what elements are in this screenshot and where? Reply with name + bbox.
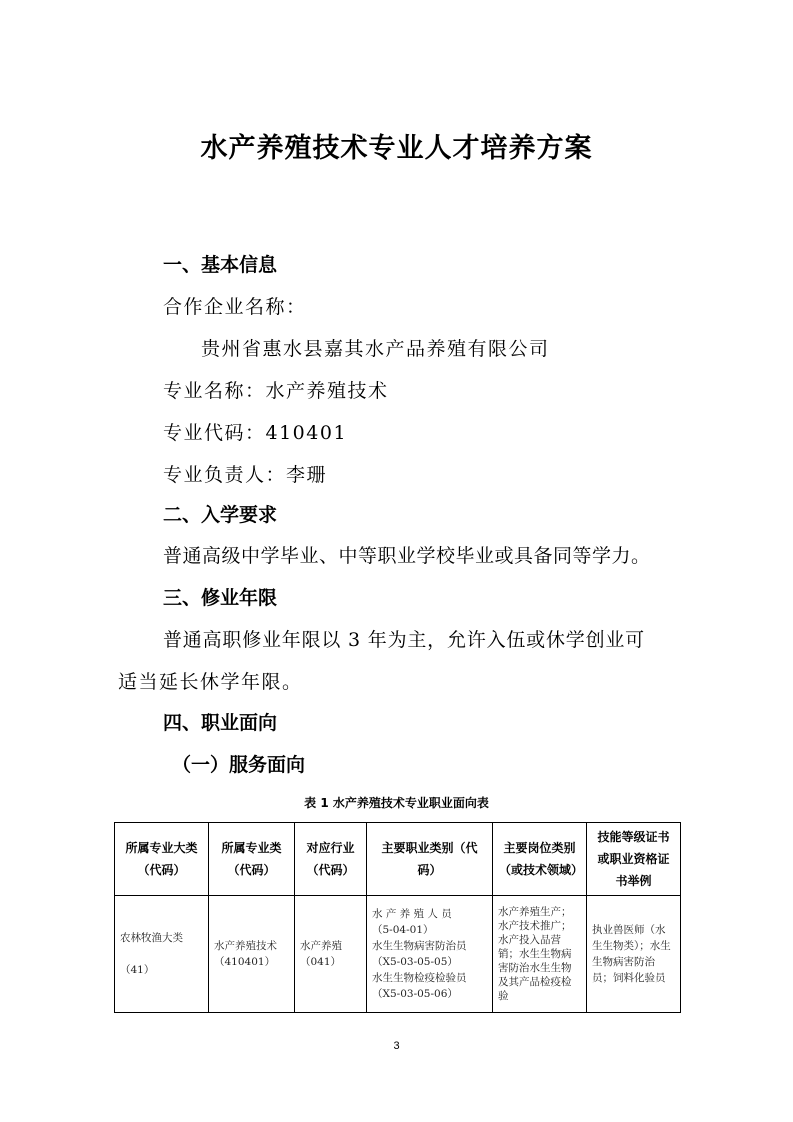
table-header: 技能等级证书或职业资格证书举例 (587, 823, 681, 896)
table-cell (367, 896, 493, 1013)
table-cell: 水产养殖（041） (295, 896, 367, 1013)
partner-name: 贵州省惠水县嘉其水产品养殖有限公司 (201, 338, 550, 360)
duration-text-line2: 适当延长休学年限。 (118, 671, 303, 693)
page-number: 3 (393, 1040, 400, 1052)
table-header-row (115, 823, 681, 896)
cell-text: （41） (120, 964, 155, 976)
partner-label: 合作企业名称： (163, 296, 307, 318)
table-row (115, 896, 681, 1013)
career-table (114, 822, 681, 1013)
table-cell: 执业兽医师（水生生物类）；水生生物病害防治员；饲料化验员 (587, 896, 681, 1013)
table-header: 所属专业大类（代码） (115, 823, 209, 896)
duration-text-line1: 普通高职修业年限以 3 年为主，允许入伍或休学创业可 (163, 629, 645, 651)
cell-text: （X5-03-05-05） (372, 956, 458, 968)
table-caption: 表 1 水产养殖技术专业职业面向表 (304, 796, 489, 810)
section-heading-basic-info: 一、基本信息 (163, 254, 278, 276)
table-header: 对应行业（代码） (295, 823, 367, 896)
major-leader: 专业负责人：李珊 (163, 464, 328, 486)
section-heading-admission: 二、入学要求 (163, 504, 278, 526)
cell-text: 农林牧渔大类 (120, 932, 183, 944)
section-heading-career: 四、职业面向 (163, 712, 278, 734)
cell-text: （5-04-01） (372, 924, 434, 936)
major-code: 专业代码：410401 (163, 422, 348, 444)
table-cell: 水产养殖生产；水产技术推广；水产投入品营销；水生生物病害防治水生生物及其产品检疫检验 (493, 896, 587, 1013)
cell-text: 水 产 养 殖 人 员 (372, 908, 452, 920)
table-header: 主要岗位类别（或技术领域） (493, 823, 587, 896)
table-header: 主要职业类别（代码） (367, 823, 493, 896)
cell-text: 水生生物病害防治员 (372, 940, 467, 952)
section-heading-duration: 三、修业年限 (163, 587, 278, 609)
cell-text: 水生生物检疫检验员 (372, 972, 467, 984)
cell-text: （X5-03-05-06） (372, 988, 458, 1000)
table-cell (115, 896, 209, 1013)
subsection-heading-service: （一）服务面向 (172, 754, 306, 776)
table-header: 所属专业类（代码） (209, 823, 295, 896)
major-name: 专业名称：水产养殖技术 (163, 380, 389, 402)
document-title: 水产养殖技术专业人才培养方案 (200, 133, 593, 164)
table-cell: 水产养殖技术（410401） (209, 896, 295, 1013)
admission-text: 普通高级中学毕业、中等职业学校毕业或具备同等学力。 (163, 545, 651, 567)
